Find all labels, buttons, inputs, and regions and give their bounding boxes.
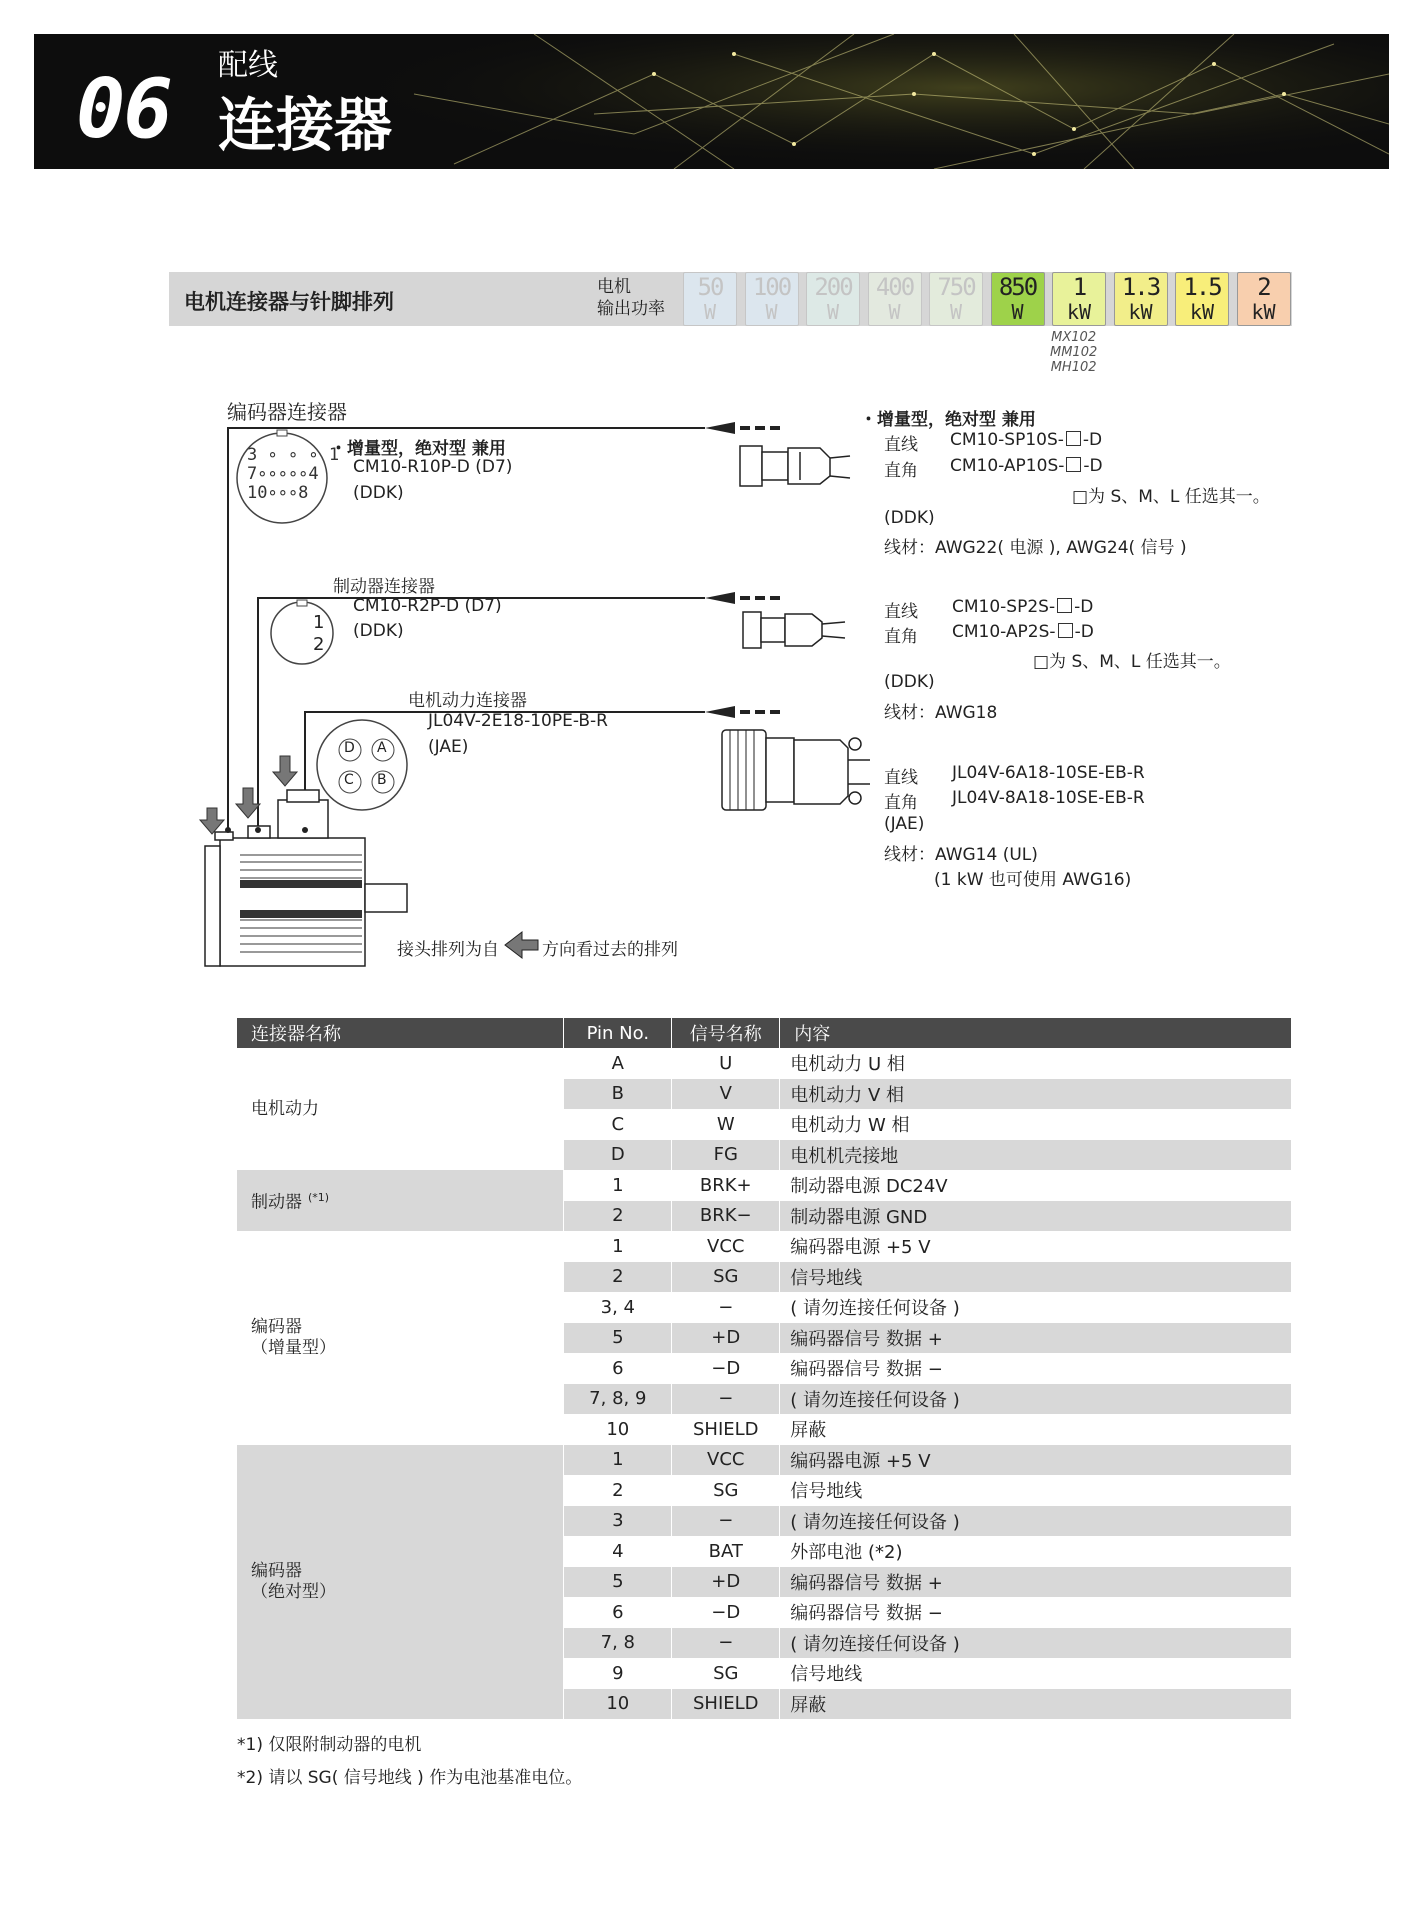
content-cell: 信号地线 [780,1475,1292,1506]
connector-name: 电机动力 [251,1098,319,1119]
power-unit: W [949,300,963,324]
brake-plug-illustration [743,612,845,648]
pin-cell: 1 [564,1231,672,1262]
power-unit: kW [1189,300,1215,324]
model-name: MM102 [1050,345,1098,360]
content-cell: 电机机壳接地 [780,1140,1292,1171]
signal-cell: +D [672,1567,780,1598]
placeholder-box-icon [1058,623,1073,638]
connector-name: 制动器 [251,1192,302,1213]
brake-pin-label: 2 [313,634,325,655]
power-unit: W [888,300,901,324]
encoder-pin-labels [247,446,339,503]
signal-cell: − [672,1292,780,1323]
signal-cell: BRK+ [672,1170,780,1201]
pin-cell: D [564,1140,672,1171]
signal-cell: −D [672,1353,780,1384]
pin-cell: 2 [564,1262,672,1293]
col-header-signal: 信号名称 [672,1018,780,1048]
content-cell: ( 请勿连接任何设备 ) [780,1384,1292,1415]
pin-cell: 10 [564,1414,672,1445]
pwr-cable-angle-part: JL04V-8A18-10SE-EB-R [952,788,1145,808]
power-unit: kW [1066,300,1092,324]
encoder-connector-title: 编码器连接器 [227,400,347,424]
power-value: 100 [752,273,791,301]
content-cell: 电机动力 W 相 [780,1109,1292,1140]
connector-name-cell [237,1445,564,1720]
power-plug-illustration [722,730,870,810]
part-suffix: -D [1074,597,1094,617]
pin-cell: 5 [564,1323,672,1354]
brk-cable-note: □为 S、M、L 任选其一。 [1033,652,1231,672]
signal-cell: − [672,1506,780,1537]
placeholder-box-icon [1066,431,1081,446]
placeholder-box-icon [1066,457,1081,472]
signal-cell: −D [672,1597,780,1628]
pwr-cable-straight-label: 直线 [884,768,918,788]
footnote-2: *2) 请以 SG( 信号地线 ) 作为电池基准电位。 [237,1768,583,1788]
power-maker: (JAE) [428,737,469,757]
pin-assignment-table [237,1018,1292,1719]
enc-cable-angle-label: 直角 [884,461,918,481]
content-cell: 制动器电源 DC24V [780,1170,1292,1201]
content-cell: 编码器信号 数据 − [780,1597,1292,1628]
pin-row: 3 ∘ ∘ ∘ 1 [247,445,340,465]
power-unit: W [765,300,778,324]
signal-cell: SG [672,1658,780,1689]
pin-cell: 1 [564,1170,672,1201]
brake-maker: (DDK) [353,621,404,641]
placeholder-box-icon [1057,598,1072,613]
encoder-type: ・增量型，绝对型 兼用 [330,439,506,459]
table-header-row [237,1018,1292,1048]
pin-cell: 6 [564,1597,672,1628]
connector-name-cell [237,1048,564,1170]
pin-cell: 2 [564,1475,672,1506]
enc-cable-type: ・增量型，绝对型 兼用 [860,410,1036,430]
pin-cell: B [564,1079,672,1110]
power-pin-label: B [377,772,387,788]
col-header-connector: 连接器名称 [237,1018,564,1048]
model-name: MX102 [1051,330,1097,345]
pin-cell: 7, 8, 9 [564,1384,672,1415]
content-cell: 编码器信号 数据 + [780,1323,1292,1354]
pin-cell: 4 [564,1536,672,1567]
power-value: 1.3 [1121,273,1160,301]
connector-name: 编码器 （增量型） [251,1316,336,1358]
pin-cell: 3 [564,1506,672,1537]
brk-cable-straight-part [952,597,1093,617]
signal-cell: BRK− [672,1201,780,1232]
signal-cell: BAT [672,1536,780,1567]
part-prefix: CM10-AP10S- [950,456,1065,476]
signal-cell: SG [672,1475,780,1506]
pin-cell: 10 [564,1689,672,1720]
content-cell: 信号地线 [780,1658,1292,1689]
content-cell: 电机动力 V 相 [780,1079,1292,1110]
power-value: 400 [875,273,914,301]
part-suffix: -D [1083,456,1103,476]
power-part-number: JL04V-2E18-10PE-B-R [428,711,608,731]
power-pin-label: D [344,740,355,756]
footnote-ref: (*1) [308,1191,330,1205]
encoder-plug-illustration [740,446,850,486]
power-label-line1: 电机 [597,277,631,297]
table-row [237,1231,1292,1262]
content-cell: 信号地线 [780,1262,1292,1293]
enc-cable-maker: (DDK) [884,508,935,528]
pin-cell: 9 [564,1658,672,1689]
pin-cell: A [564,1048,672,1079]
signal-cell: VCC [672,1445,780,1476]
enc-cable-wire: 线材：AWG22( 电源 ), AWG24( 信号 ) [884,538,1187,558]
enc-cable-note: □为 S、M、L 任选其一。 [1072,487,1270,507]
encoder-maker: (DDK) [353,483,404,503]
brake-pin-label: 1 [313,612,325,633]
signal-cell: +D [672,1323,780,1354]
brk-cable-wire: 线材：AWG18 [884,703,998,723]
signal-cell: V [672,1079,780,1110]
page-title: 连接器 [218,91,393,159]
content-cell: 编码器电源 +5 V [780,1445,1292,1476]
section-title: 电机连接器与针脚排列 [184,290,394,314]
content-cell: 编码器电源 +5 V [780,1231,1292,1262]
col-header-content: 内容 [780,1018,1292,1048]
content-cell: ( 请勿连接任何设备 ) [780,1292,1292,1323]
content-cell: 电机动力 U 相 [780,1048,1292,1079]
view-note-left: 接头排列为自 [397,940,499,960]
power-value: 750 [937,273,975,301]
brk-cable-angle-part [952,622,1094,642]
content-cell: 屏蔽 [780,1414,1292,1445]
part-prefix: CM10-SP10S- [950,430,1064,450]
brk-cable-angle-label: 直角 [884,627,918,647]
pin-cell: 3, 4 [564,1292,672,1323]
pin-row: 7∘∘∘∘∘4 [247,464,319,484]
pin-cell: 7, 8 [564,1628,672,1659]
pwr-cable-maker: (JAE) [884,814,925,834]
signal-cell: SHIELD [672,1689,780,1720]
chapter-subtitle: 配线 [218,48,278,83]
table-row [237,1445,1292,1476]
content-cell: ( 请勿连接任何设备 ) [780,1628,1292,1659]
power-pin-label: C [344,772,354,788]
power-value: 1 [1072,273,1086,301]
power-unit: kW [1251,300,1276,324]
connector-name-cell [237,1231,564,1445]
content-cell: ( 请勿连接任何设备 ) [780,1506,1292,1537]
power-connector-title: 电机动力连接器 [408,691,527,711]
pwr-cable-angle-label: 直角 [884,793,918,813]
signal-cell: SHIELD [672,1414,780,1445]
part-prefix: CM10-SP2S- [952,597,1056,617]
power-value: 2 [1257,273,1270,301]
content-cell: 制动器电源 GND [780,1201,1292,1232]
signal-cell: − [672,1628,780,1659]
brk-cable-straight-label: 直线 [884,602,918,622]
enc-cable-angle-part [950,456,1103,476]
brk-cable-maker: (DDK) [884,672,935,692]
power-value: 200 [814,273,852,301]
signal-cell: VCC [672,1231,780,1262]
pin-cell: 1 [564,1445,672,1476]
signal-cell: U [672,1048,780,1079]
signal-cell: FG [672,1140,780,1171]
power-pin-label: A [377,740,387,756]
enc-cable-straight-label: 直线 [884,435,918,455]
footnote-1: *1) 仅限附制动器的电机 [237,1735,422,1755]
signal-cell: SG [672,1262,780,1293]
pin-cell: 2 [564,1201,672,1232]
power-unit: kW [1128,300,1153,324]
content-cell: 屏蔽 [780,1689,1292,1720]
table-row [237,1170,1292,1201]
power-value: 50 [697,273,723,301]
signal-cell: − [672,1384,780,1415]
power-value: 850 [998,273,1037,301]
model-name: MH102 [1050,360,1097,375]
motor-illustration [205,790,407,966]
power-unit: W [826,300,840,324]
pin-cell: 6 [564,1353,672,1384]
content-cell: 外部电池 (*2) [780,1536,1292,1567]
pwr-cable-wire: 线材：AWG14 (UL) [884,845,1038,865]
connector-name: 编码器 （绝对型） [251,1560,336,1602]
connector-name-cell [237,1170,564,1231]
view-note-right: 方向看过去的排列 [542,940,678,960]
pin-cell: C [564,1109,672,1140]
chapter-number: 06 [76,62,171,157]
content-cell: 编码器信号 数据 + [780,1567,1292,1598]
pwr-cable-straight-part: JL04V-6A18-10SE-EB-R [952,763,1145,783]
pin-row: 10∘∘∘8 [247,483,309,503]
pin-cell: 5 [564,1567,672,1598]
col-header-pin: Pin No. [564,1018,672,1048]
encoder-part-number: CM10-R10P-D (D7) [353,457,513,477]
part-prefix: CM10-AP2S- [952,622,1056,642]
signal-cell: W [672,1109,780,1140]
brake-part-number: CM10-R2P-D (D7) [353,596,502,616]
table-row [237,1048,1292,1079]
pwr-cable-wire-note: (1 kW 也可使用 AWG16) [934,870,1132,890]
power-value: 1.5 [1183,273,1221,301]
power-label-line2: 输出功率 [597,299,665,319]
power-unit: W [1011,300,1024,324]
enc-cable-straight-part [950,430,1102,450]
content-cell: 编码器信号 数据 − [780,1353,1292,1384]
brake-connector-title: 制动器连接器 [333,577,435,597]
power-unit: W [703,300,717,324]
part-suffix: -D [1082,430,1103,450]
part-suffix: -D [1074,622,1094,642]
power-pin-face [317,720,407,810]
direction-arrow-icon [505,932,538,958]
